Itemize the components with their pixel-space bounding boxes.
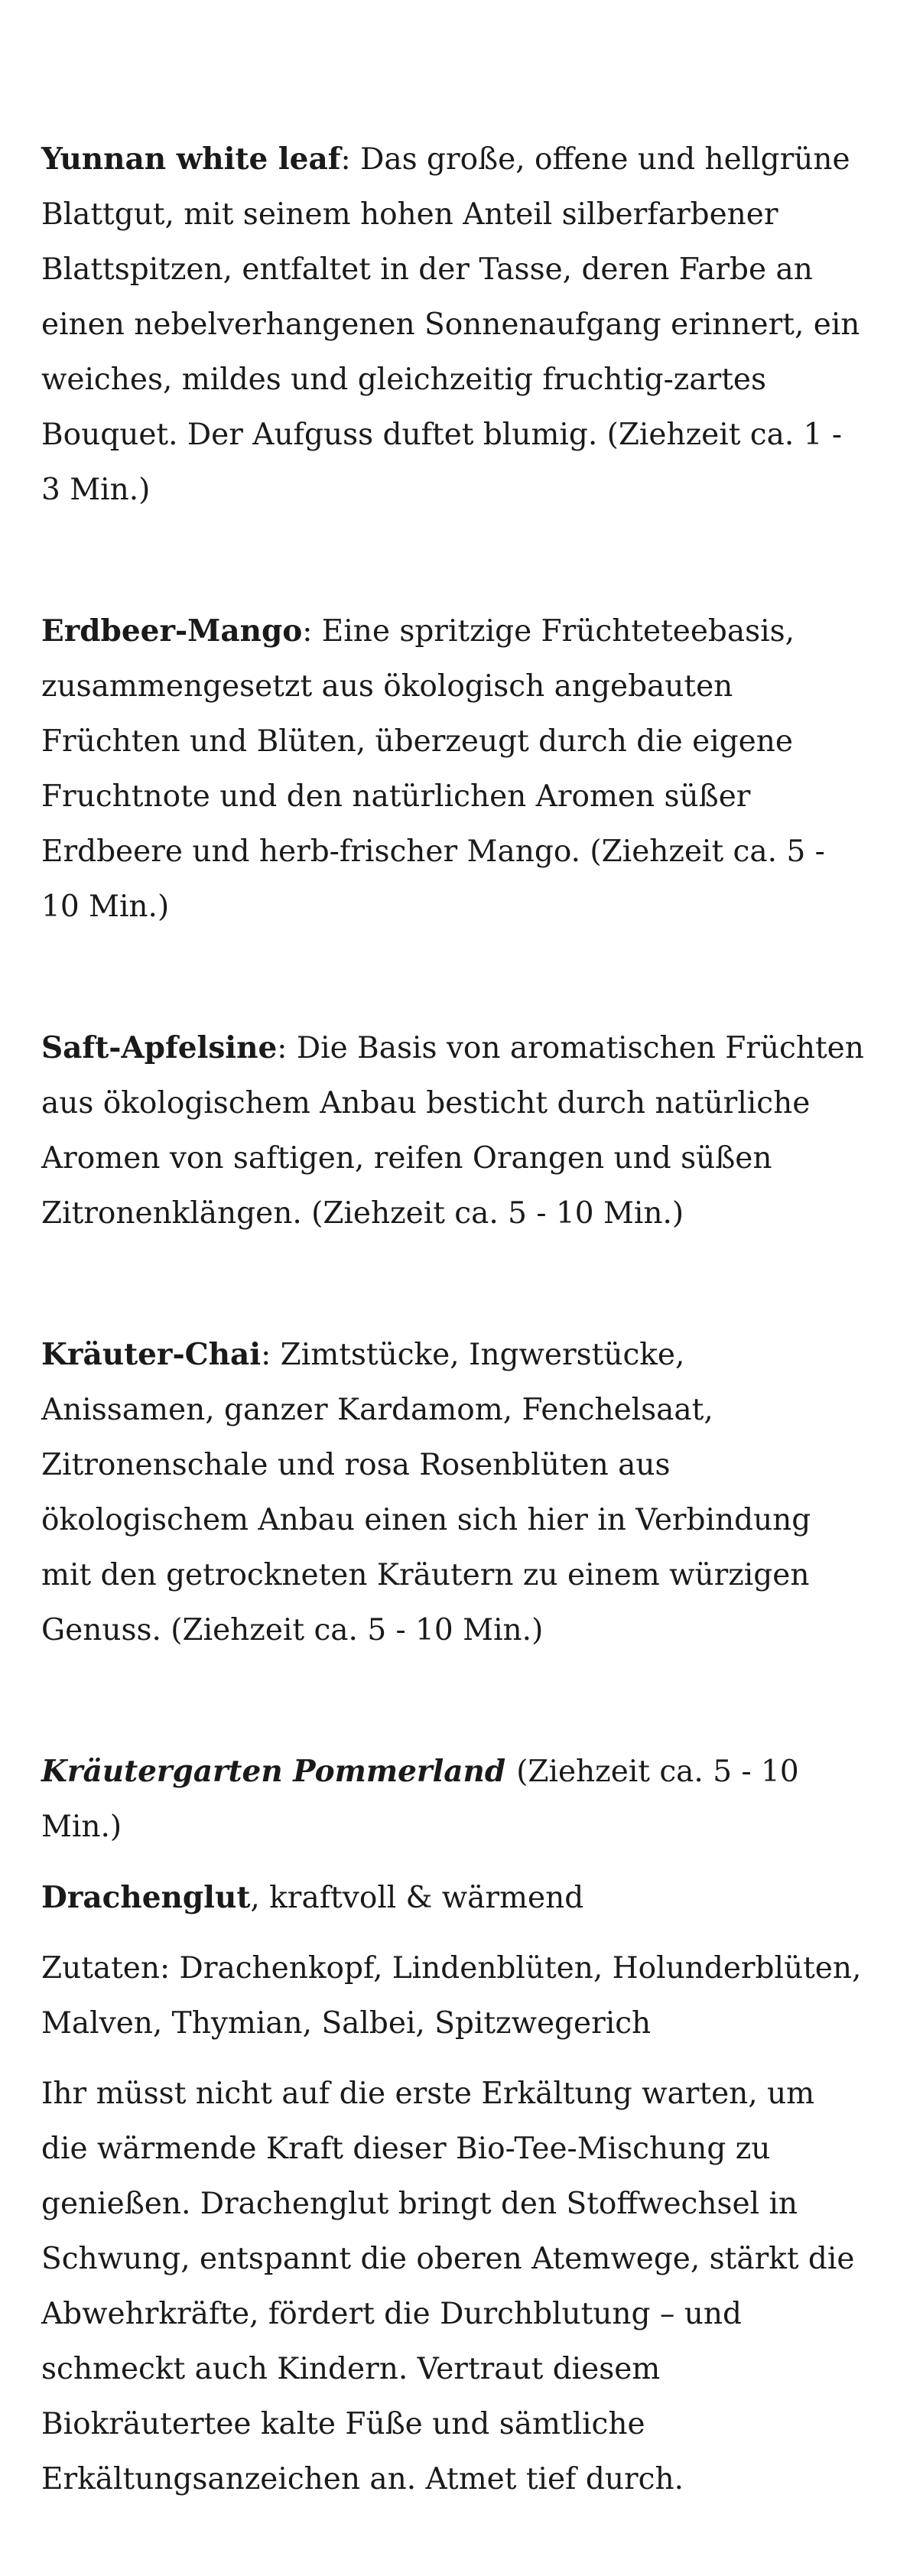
garden-steep-time: (Ziehzeit ca. 5 - 10 Min.) [41, 1755, 799, 1844]
garden-ingredients: Zutaten: Drachenkopf, Lindenblüten, Holunderblüten, Malven, Thymian, Salbei, Spitzwegerich [41, 1951, 862, 2041]
tea-description: : Die Basis von aromatischen Früchten aus ökologischem Anbau besticht durch natürliche Aromen von saftigen, reifen Orangen und süßen Zitronenklängen. (Ziehzeit ca. 5 - 10 Min.) [41, 1031, 864, 1231]
garden-entry [41, 1744, 867, 2507]
tea-entry-saft-apfelsine [41, 1020, 867, 1241]
tea-name: Erdbeer-Mango [41, 613, 303, 649]
tea-name: Yunnan white leaf [41, 141, 341, 177]
tea-paragraph [41, 603, 867, 935]
tea-entry-yunnan-white-leaf [41, 132, 867, 518]
tea-description: : Zimtstücke, Ingwerstücke, Anissamen, ganzer Kardamom, Fenchelsaat, Zitronenschale und rosa Rosenblüten aus ökologischem Anbau einen sich hier in Verbindung mit den getrockneten Kräutern zu einem würzigen Genuss. (Ziehzeit ca. 5 - 10 Min.) [41, 1338, 811, 1647]
tea-entry-kraeuter-chai [41, 1327, 867, 1658]
tea-entry-erdbeer-mango [41, 603, 867, 935]
tea-description: : Eine spritzige Früchteteebasis, zusammengesetzt aus ökologisch angebauten Früchten und Blüten, überzeugt durch die eigene Fruchtnote und den natürlichen Aromen süßer Erdbeere und herb-frischer Mango. (Ziehzeit ca. 5 - 10 Min.) [41, 614, 825, 924]
tea-descriptions [41, 132, 867, 2507]
tea-paragraph [41, 132, 867, 518]
garden-product-tagline: , kraftvoll & wärmend [250, 1881, 584, 1915]
garden-description: Ihr müsst nicht auf die erste Erkältung warten, um die wärmende Kraft dieser Bio-Tee-Mischung zu genießen. Drachenglut bringt den Stoffwechsel in Schwung, entspannt die oberen Atemwege, stärkt die Abwehrkräfte, fördert die Durchblutung – und schmeckt auch Kindern. Vertraut diesem Biokräutertee kalte Füße und sämtliche Erkältungsanzeichen an. Atmet tief durch. [41, 2077, 855, 2496]
garden-product-name: Drachenglut [41, 1880, 251, 1915]
tea-name: Saft-Apfelsine [41, 1030, 278, 1065]
garden-title: Kräutergarten Pommerland [41, 1754, 506, 1789]
tea-paragraph [41, 1020, 867, 1241]
garden-product-line [41, 1870, 867, 1926]
tea-paragraph [41, 1327, 867, 1658]
tea-description: : Das große, offene und hellgrüne Blattgut, mit seinem hohen Anteil silberfarbener Blattspitzen, entfaltet in der Tasse, deren Farbe an einen nebelverhangenen Sonnenaufgang erinnert, ein weiches, mildes und gleichzeitig fruchtig-zartes Bouquet. Der Aufguss duftet blumig. (Ziehzeit ca. 1 - 3 Min.) [41, 142, 860, 507]
tea-name: Kräuter-Chai [41, 1337, 262, 1372]
garden-heading [41, 1744, 867, 1855]
